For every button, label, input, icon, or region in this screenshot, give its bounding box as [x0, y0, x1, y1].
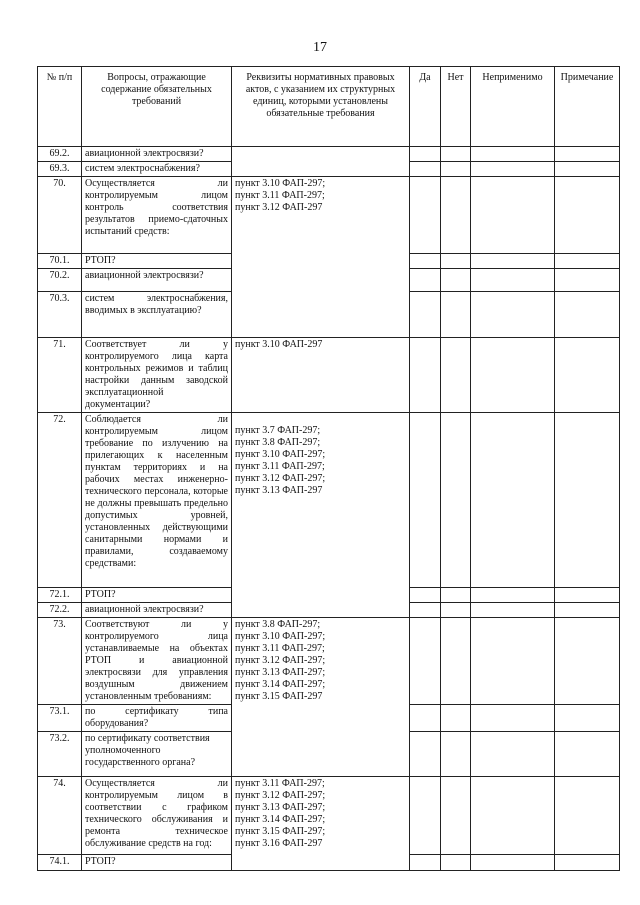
note-cell[interactable] — [555, 254, 620, 269]
table-row — [38, 338, 620, 413]
row-refs: пункт 3.8 ФАП-297; пункт 3.10 ФАП-297; пункт 3.11 ФАП-297; пункт 3.12 ФАП-297; пункт 3.13 ФАП-297; пункт 3.14 ФАП-297; пункт 3.15 ФАП-297 — [232, 618, 410, 777]
row-refs: пункт 3.11 ФАП-297; пункт 3.12 ФАП-297; пункт 3.13 ФАП-297; пункт 3.14 ФАП-297; пункт 3.15 ФАП-297; пункт 3.16 ФАП-297 — [232, 777, 410, 871]
row-question: Осуществляется ли контролируемым лицом контроль соответствия результатов приемо-сдаточных испытаний средств: — [82, 177, 232, 254]
answer-no-cell[interactable] — [441, 162, 471, 177]
header-question: Вопросы, отражающие содержание обязательных требований — [82, 67, 232, 147]
answer-na-cell[interactable] — [471, 162, 555, 177]
header-refs: Реквизиты нормативных правовых актов, с указанием их структурных единиц, которыми установлены обязательные требования — [232, 67, 410, 147]
header-num: № п/п — [38, 67, 82, 147]
row-question: авиационной электросвязи? — [82, 147, 232, 162]
answer-yes-cell[interactable] — [410, 413, 441, 588]
answer-no-cell[interactable] — [441, 413, 471, 588]
answer-no-cell[interactable] — [441, 269, 471, 292]
note-cell[interactable] — [555, 732, 620, 777]
row-question: систем электроснабжения, вводимых в эксплуатацию? — [82, 292, 232, 338]
note-cell[interactable] — [555, 162, 620, 177]
note-cell[interactable] — [555, 588, 620, 603]
row-number: 70.3. — [38, 292, 82, 338]
header-no: Нет — [441, 67, 471, 147]
row-number: 71. — [38, 338, 82, 413]
answer-no-cell[interactable] — [441, 254, 471, 269]
note-cell[interactable] — [555, 292, 620, 338]
answer-yes-cell[interactable] — [410, 162, 441, 177]
answer-na-cell[interactable] — [471, 177, 555, 254]
answer-na-cell[interactable] — [471, 618, 555, 705]
note-cell[interactable] — [555, 413, 620, 588]
answer-na-cell[interactable] — [471, 603, 555, 618]
answer-no-cell[interactable] — [441, 147, 471, 162]
answer-no-cell[interactable] — [441, 777, 471, 855]
note-cell[interactable] — [555, 338, 620, 413]
note-cell[interactable] — [555, 618, 620, 705]
answer-na-cell[interactable] — [471, 855, 555, 871]
answer-yes-cell[interactable] — [410, 292, 441, 338]
row-question: систем электроснабжения? — [82, 162, 232, 177]
answer-na-cell[interactable] — [471, 292, 555, 338]
answer-na-cell[interactable] — [471, 732, 555, 777]
answer-yes-cell[interactable] — [410, 777, 441, 855]
answer-na-cell[interactable] — [471, 147, 555, 162]
answer-yes-cell[interactable] — [410, 254, 441, 269]
row-number: 69.3. — [38, 162, 82, 177]
row-number: 73. — [38, 618, 82, 705]
row-question: по сертификату соответствия уполномоченного государственного органа? — [82, 732, 232, 777]
table-row — [38, 177, 620, 254]
answer-yes-cell[interactable] — [410, 603, 441, 618]
answer-yes-cell[interactable] — [410, 618, 441, 705]
row-question: Осуществляется ли контролируемым лицом в соответствии с графиком технического обслуживания и ремонта техническое обслуживание средств на год: — [82, 777, 232, 855]
header-note: Примечание — [555, 67, 620, 147]
note-cell[interactable] — [555, 177, 620, 254]
row-question: авиационной электросвязи? — [82, 269, 232, 292]
answer-yes-cell[interactable] — [410, 177, 441, 254]
row-number: 70. — [38, 177, 82, 254]
answer-yes-cell[interactable] — [410, 588, 441, 603]
answer-na-cell[interactable] — [471, 254, 555, 269]
answer-yes-cell[interactable] — [410, 269, 441, 292]
note-cell[interactable] — [555, 269, 620, 292]
page-number: 17 — [313, 40, 327, 55]
answer-na-cell[interactable] — [471, 338, 555, 413]
answer-na-cell[interactable] — [471, 777, 555, 855]
answer-yes-cell[interactable] — [410, 705, 441, 732]
row-question: авиационной электросвязи? — [82, 603, 232, 618]
row-refs — [232, 147, 410, 177]
answer-na-cell[interactable] — [471, 705, 555, 732]
row-number: 72.1. — [38, 588, 82, 603]
checklist-table — [37, 66, 620, 871]
row-number: 73.2. — [38, 732, 82, 777]
answer-yes-cell[interactable] — [410, 732, 441, 777]
row-refs: пункт 3.7 ФАП-297; пункт 3.8 ФАП-297; пункт 3.10 ФАП-297; пункт 3.11 ФАП-297; пункт 3.12 ФАП-297; пункт 3.13 ФАП-297 — [232, 413, 410, 618]
answer-na-cell[interactable] — [471, 269, 555, 292]
answer-no-cell[interactable] — [441, 292, 471, 338]
row-question: по сертификату типа оборудования? — [82, 705, 232, 732]
answer-no-cell[interactable] — [441, 732, 471, 777]
header-na: Неприменимо — [471, 67, 555, 147]
note-cell[interactable] — [555, 705, 620, 732]
table-row — [38, 413, 620, 588]
note-cell[interactable] — [555, 855, 620, 871]
row-refs: пункт 3.10 ФАП-297; пункт 3.11 ФАП-297; пункт 3.12 ФАП-297 — [232, 177, 410, 338]
row-number: 74.1. — [38, 855, 82, 871]
answer-yes-cell[interactable] — [410, 338, 441, 413]
row-number: 74. — [38, 777, 82, 855]
note-cell[interactable] — [555, 147, 620, 162]
row-question: РТОП? — [82, 855, 232, 871]
row-number: 73.1. — [38, 705, 82, 732]
note-cell[interactable] — [555, 603, 620, 618]
answer-na-cell[interactable] — [471, 588, 555, 603]
row-question: Соответствуют ли у контролируемого лица устанавливаемые на объектах РТОП и авиационной электросвязи для управления воздушным движением установленным требованиям: — [82, 618, 232, 705]
header-yes: Да — [410, 67, 441, 147]
row-number: 72.2. — [38, 603, 82, 618]
row-question: Соблюдается ли контролируемым лицом требование по излучению на прилегающих к населенным пунктам территориях и на рабочих местах инженерно-технического персонала, которые не должны превышать предельно допустимых уровней, установленных действующими санитарными нормами и правилами, создаваемому средствами: — [82, 413, 232, 588]
row-number: 72. — [38, 413, 82, 588]
row-number: 70.1. — [38, 254, 82, 269]
table-row — [38, 147, 620, 162]
row-number: 70.2. — [38, 269, 82, 292]
answer-yes-cell[interactable] — [410, 855, 441, 871]
answer-no-cell[interactable] — [441, 705, 471, 732]
answer-no-cell[interactable] — [441, 603, 471, 618]
table-header-row — [38, 67, 620, 147]
row-question: РТОП? — [82, 254, 232, 269]
note-cell[interactable] — [555, 777, 620, 855]
answer-no-cell[interactable] — [441, 855, 471, 871]
row-number: 69.2. — [38, 147, 82, 162]
row-refs: пункт 3.10 ФАП-297 — [232, 338, 410, 413]
answer-yes-cell[interactable] — [410, 147, 441, 162]
row-question: Соответствует ли у контролируемого лица карта контрольных режимов и таблиц настройки данным заводской эксплуатационной документации? — [82, 338, 232, 413]
answer-no-cell[interactable] — [441, 588, 471, 603]
answer-no-cell[interactable] — [441, 618, 471, 705]
answer-no-cell[interactable] — [441, 177, 471, 254]
table-row — [38, 618, 620, 705]
answer-no-cell[interactable] — [441, 338, 471, 413]
row-question: РТОП? — [82, 588, 232, 603]
answer-na-cell[interactable] — [471, 413, 555, 588]
table-row — [38, 777, 620, 855]
